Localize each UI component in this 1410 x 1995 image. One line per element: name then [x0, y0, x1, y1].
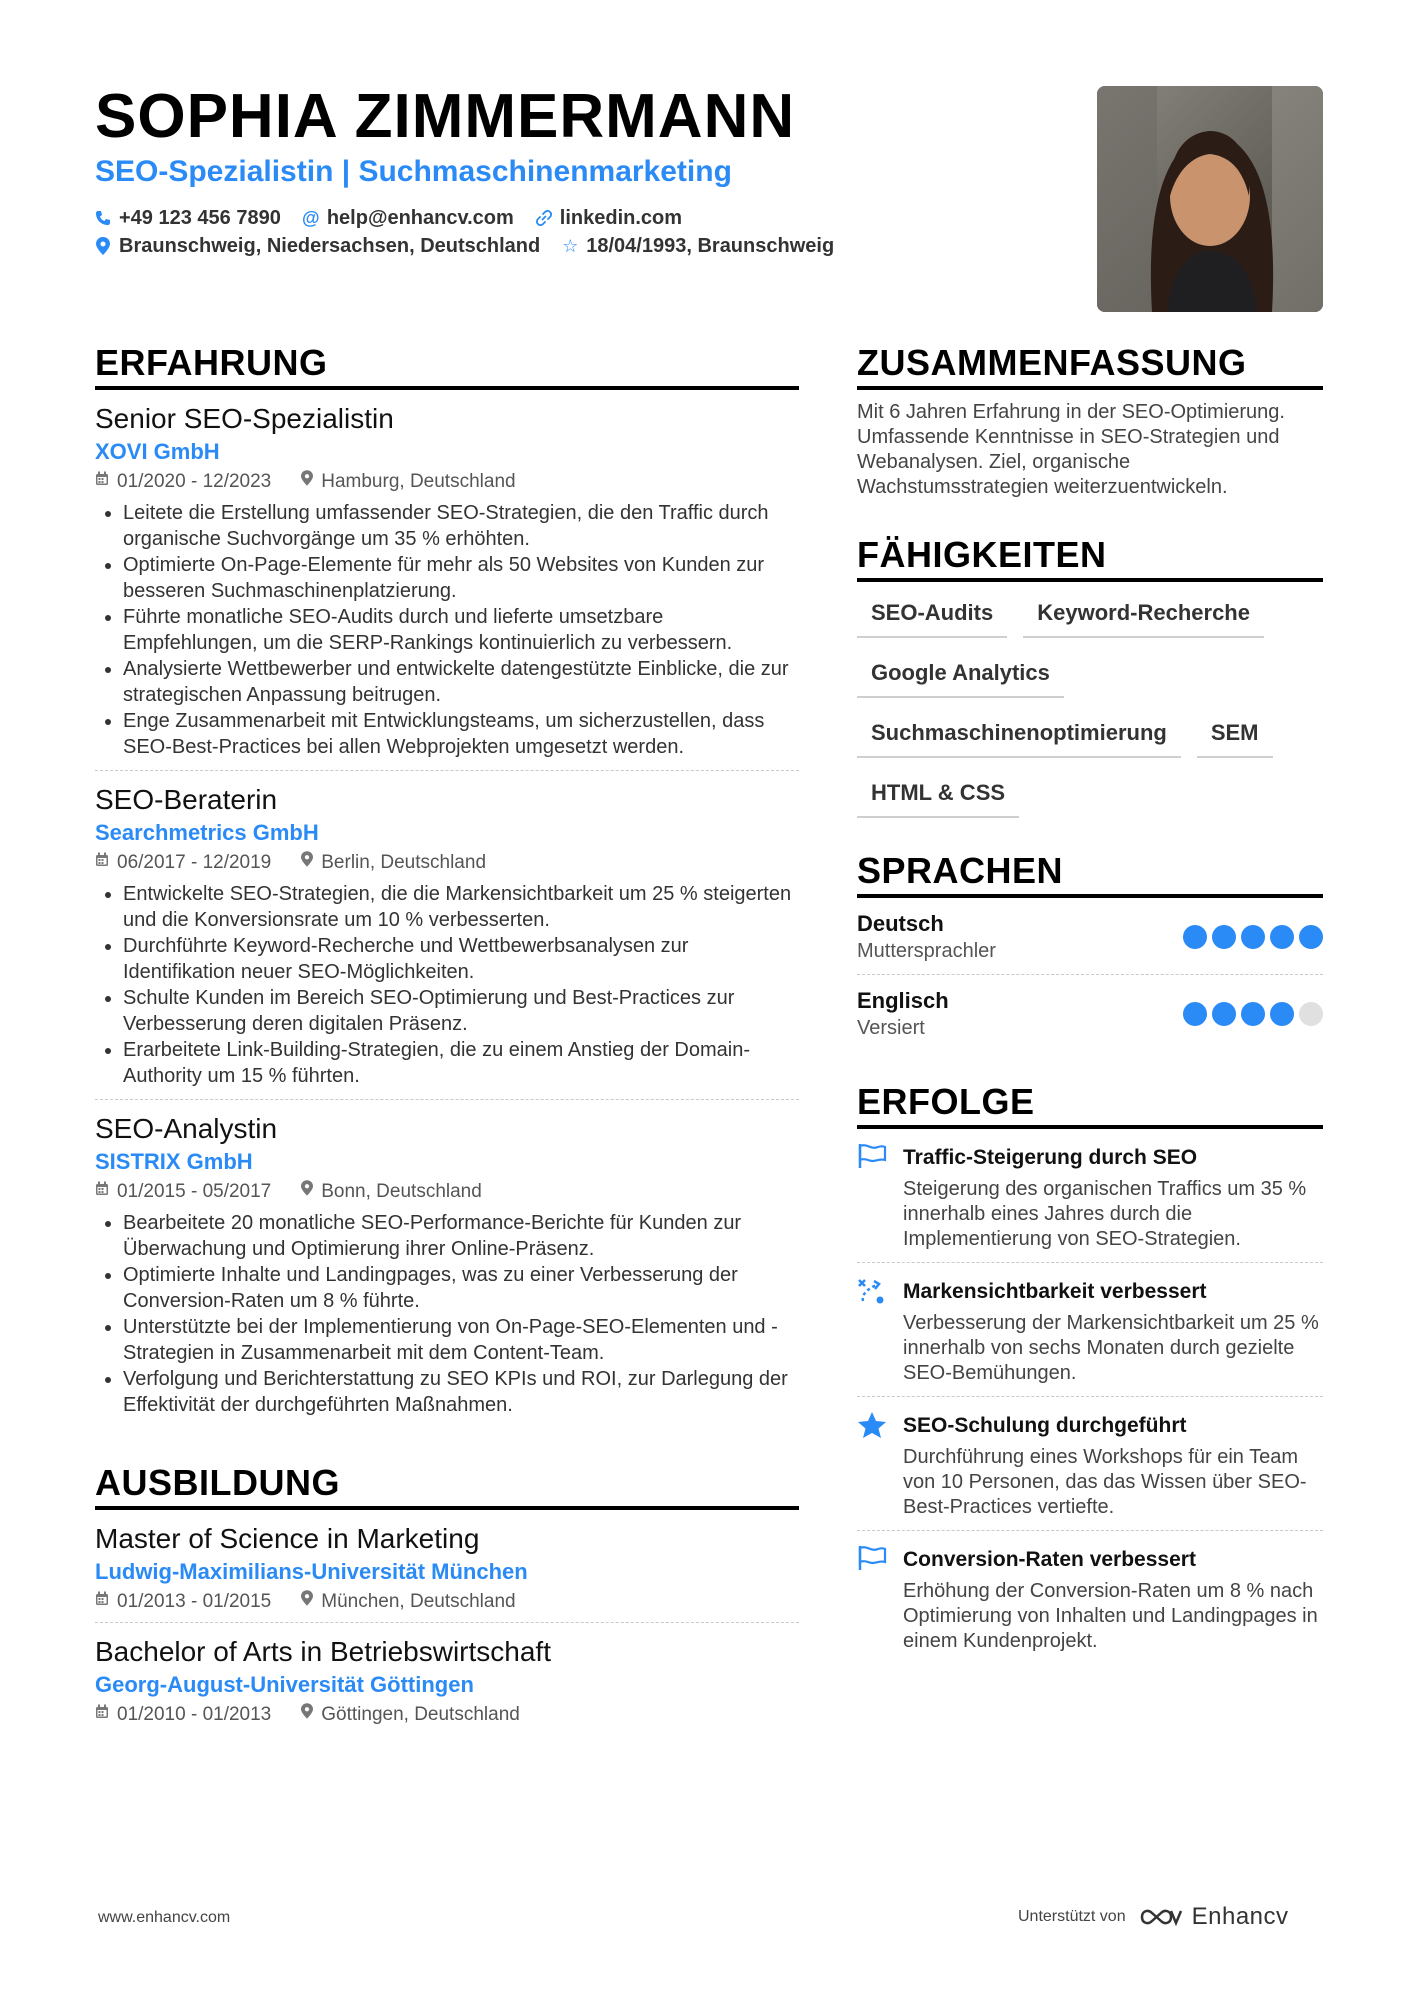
job-title: Senior SEO-Spezialistin [95, 403, 394, 434]
meta-row [95, 1588, 799, 1616]
degree-title: Bachelor of Arts in Betriebswirtschaft [95, 1636, 551, 1667]
company-name[interactable]: XOVI GmbH [95, 439, 220, 464]
footer-website[interactable]: www.enhancv.com [98, 1909, 231, 1926]
bullet-item: • Erarbeitete Link-Building-Strategien, die zu einem Anstieg der Domain-Authority um 15 % führten. [123, 1037, 799, 1089]
star-icon [857, 1411, 903, 1520]
link-icon [536, 210, 552, 226]
languages-heading: SPRACHEN [857, 850, 1323, 898]
summary-text: Mit 6 Jahren Erfahrung in der SEO-Optimierung. Umfassende Kenntnisse in SEO-Strategien und Webanalysen. Ziel, organische Wachstumsstrategien weiterzuentwickeln. [857, 401, 1285, 498]
languages-list [857, 898, 1323, 1051]
enhancv-logo-icon [1138, 1905, 1184, 1929]
language-info [857, 910, 996, 964]
achievement-body [903, 1277, 1323, 1386]
location-text: München, Deutschland [321, 1591, 516, 1612]
achievement-entry [857, 1263, 1323, 1397]
location-item [301, 468, 515, 496]
phone-item [95, 207, 281, 230]
footer-brand-text: Enhancv [1191, 1903, 1289, 1930]
experience-list [95, 390, 799, 1428]
linkedin-text[interactable]: linkedin.com [559, 206, 683, 229]
meta-row [95, 849, 799, 877]
bullet-list [95, 1210, 799, 1418]
skills-list [857, 592, 1323, 832]
bullet-item: • Führte monatliche SEO-Audits durch und lieferte umsetzbare Empfehlungen, um die SERP-Rankings kontinuierlich zu verbessern. [123, 604, 799, 656]
bullet-item: • Optimierte Inhalte und Landingpages, was zu einer Verbesserung der Conversion-Raten um 8 % führte. [123, 1262, 799, 1314]
date-item [95, 1701, 271, 1729]
date-item [95, 1588, 271, 1616]
achievement-title: Traffic-Steigerung durch SEO [903, 1146, 1198, 1169]
location-text: Hamburg, Deutschland [321, 471, 516, 492]
language-entry [857, 975, 1323, 1051]
phone-icon [95, 210, 111, 226]
achievement-body [903, 1411, 1323, 1520]
candidate-title: SEO-Spezialistin | Suchmaschinenmarketing [95, 155, 732, 188]
calendar-icon [95, 1701, 109, 1729]
achievement-title: Markensichtbarkeit verbessert [903, 1280, 1207, 1303]
school-name[interactable]: Ludwig-Maximilians-Universität München [95, 1559, 528, 1584]
company-name[interactable]: SISTRIX GmbH [95, 1149, 253, 1174]
left-column [95, 342, 799, 1735]
calendar-icon [95, 468, 109, 496]
school-name[interactable]: Georg-August-Universität Göttingen [95, 1672, 474, 1697]
bullet-item: • Schulte Kunden im Bereich SEO-Optimierung und Best-Practices zur Verbesserung deren digitalen Präsenz. [123, 985, 799, 1037]
rating-dot-filled [1241, 1002, 1265, 1026]
skill-tag: Suchmaschinenoptimierung [857, 712, 1181, 758]
location-item [301, 1588, 515, 1616]
achievement-title: Conversion-Raten verbessert [903, 1548, 1196, 1571]
skill-tag: HTML & CSS [857, 772, 1019, 818]
language-entry [857, 898, 1323, 975]
calendar-icon [95, 849, 109, 877]
bullet-item: • Leitete die Erstellung umfassender SEO-Strategien, die den Traffic durch organische Suchvorgänge um 35 % erhöhten. [123, 500, 799, 552]
language-rating [1178, 1002, 1323, 1026]
job-title: SEO-Beraterin [95, 784, 278, 815]
profile-photo [1097, 86, 1323, 312]
date-item [95, 1178, 271, 1206]
email-item[interactable] [303, 207, 514, 230]
linkedin-item[interactable] [536, 207, 682, 230]
location-item [301, 1178, 482, 1206]
meta-row [95, 1701, 799, 1729]
experience-entry [95, 1100, 799, 1428]
date-text: 01/2010 - 01/2013 [117, 1704, 272, 1725]
education-list [95, 1510, 799, 1735]
language-info [857, 987, 949, 1041]
location-text: Braunschweig, Niedersachsen, Deutschland [119, 234, 541, 257]
achievement-title: SEO-Schulung durchgeführt [903, 1414, 1187, 1437]
location-pin-icon [95, 237, 111, 255]
flag-icon [857, 1545, 903, 1654]
location-pin-icon [301, 849, 313, 877]
email-text[interactable]: help@enhancv.com [326, 206, 514, 229]
location-pin-icon [301, 468, 313, 496]
date-text: 01/2020 - 12/2023 [117, 471, 272, 492]
location-pin-icon [301, 1178, 313, 1206]
language-rating [1178, 925, 1323, 949]
achievement-entry [857, 1397, 1323, 1531]
achievement-description: Verbesserung der Markensichtbarkeit um 25 % innerhalb von sechs Monaten durch gezielte SEO-Bemühungen. [903, 1312, 1319, 1384]
skills-heading: FÄHIGKEITEN [857, 534, 1323, 582]
skill-tag: Google Analytics [857, 652, 1064, 698]
date-text: 01/2013 - 01/2015 [117, 1591, 272, 1612]
language-name: Deutsch [857, 911, 944, 936]
flag-icon [857, 1143, 903, 1252]
skill-tag: SEM [1197, 712, 1273, 758]
location-item [95, 235, 540, 258]
star-outline-icon: ☆ [562, 235, 579, 256]
achievement-body [903, 1143, 1323, 1252]
right-column [857, 342, 1323, 1664]
footer-powered-text: Unterstützt von [1018, 1908, 1126, 1925]
rating-dot-filled [1183, 925, 1207, 949]
achievements-heading: ERFOLGE [857, 1081, 1323, 1129]
location-item [301, 849, 486, 877]
language-name: Englisch [857, 988, 949, 1013]
meta-row [95, 1178, 799, 1206]
date-text: 01/2015 - 05/2017 [117, 1181, 272, 1202]
rating-dot-filled [1270, 1002, 1294, 1026]
company-name[interactable]: Searchmetrics GmbH [95, 820, 319, 845]
location-text: Berlin, Deutschland [321, 852, 487, 873]
bullet-item: • Durchführte Keyword-Recherche und Wettbewerbsanalysen zur Identifikation neuer SEO-Möglichkeiten. [123, 933, 799, 985]
bullet-item: • Optimierte On-Page-Elemente für mehr als 50 Websites von Kunden zur besseren Suchmaschinenplatzierung. [123, 552, 799, 604]
education-entry [95, 1623, 799, 1735]
bullet-list [95, 500, 799, 760]
rating-dot-empty [1299, 1002, 1323, 1026]
rating-dot-filled [1183, 1002, 1207, 1026]
date-item [95, 468, 271, 496]
skill-tag: Keyword-Recherche [1023, 592, 1264, 638]
bullet-item: • Unterstützte bei der Implementierung von On-Page-SEO-Elementen und -Strategien in Zusammenarbeit mit dem Content-Team. [123, 1314, 799, 1366]
birth-text: 18/04/1993, Braunschweig [586, 234, 835, 257]
strategy-icon [857, 1277, 903, 1386]
degree-title: Master of Science in Marketing [95, 1523, 480, 1554]
bullet-item: • Bearbeitete 20 monatliche SEO-Performance-Berichte für Kunden zur Überwachung und Optimierung ihrer Online-Präsenz. [123, 1210, 799, 1262]
bullet-item: • Enge Zusammenarbeit mit Entwicklungsteams, um sicherzustellen, dass SEO-Best-Practices bei allen Webprojekten umgesetzt werden. [123, 708, 799, 760]
bullet-item: • Verfolgung und Berichterstattung zu SEO KPIs und ROI, zur Darlegung der Effektivität der durchgeführten Maßnahmen. [123, 1366, 799, 1418]
bullet-list [95, 881, 799, 1089]
language-level: Versiert [857, 1017, 925, 1039]
birth-item [562, 235, 834, 258]
achievement-entry [857, 1129, 1323, 1263]
rating-dot-filled [1299, 925, 1323, 949]
rating-dot-filled [1270, 925, 1294, 949]
job-title: SEO-Analystin [95, 1113, 278, 1144]
achievement-description: Steigerung des organischen Traffics um 35 % innerhalb eines Jahres durch die Implementierung von SEO-Strategien. [903, 1178, 1307, 1250]
contact-info [95, 204, 995, 260]
location-text: Göttingen, Deutschland [321, 1704, 520, 1725]
candidate-name: SOPHIA ZIMMERMANN [95, 82, 796, 151]
location-pin-icon [301, 1701, 313, 1729]
experience-entry [95, 390, 799, 771]
date-item [95, 849, 271, 877]
date-text: 06/2017 - 12/2019 [117, 852, 272, 873]
phone-text: +49 123 456 7890 [119, 206, 281, 229]
rating-dot-filled [1241, 925, 1265, 949]
calendar-icon [95, 1178, 109, 1206]
location-text: Bonn, Deutschland [321, 1181, 482, 1202]
bullet-item: • Analysierte Wettbewerber und entwickelte datengestützte Einblicke, die zur strategischen Anpassung beitrugen. [123, 656, 799, 708]
at-icon: @ [302, 207, 320, 228]
experience-entry [95, 771, 799, 1100]
location-item [301, 1701, 520, 1729]
rating-dot-filled [1212, 1002, 1236, 1026]
meta-row [95, 468, 799, 496]
calendar-icon [95, 1588, 109, 1616]
skill-tag: SEO-Audits [857, 592, 1007, 638]
education-heading: AUSBILDUNG [95, 1462, 799, 1510]
achievements-list [857, 1129, 1323, 1664]
rating-dot-filled [1212, 925, 1236, 949]
education-entry [95, 1510, 799, 1623]
location-pin-icon [301, 1588, 313, 1616]
language-level: Muttersprachler [857, 940, 996, 962]
achievement-description: Erhöhung der Conversion-Raten um 8 % nach Optimierung von Inhalten und Landingpages in einem Kundenprojekt. [903, 1580, 1318, 1652]
achievement-body [903, 1545, 1323, 1654]
experience-heading: ERFAHRUNG [95, 342, 799, 390]
summary-heading: ZUSAMMENFASSUNG [857, 342, 1323, 390]
bullet-item: • Entwickelte SEO-Strategien, die die Markensichtbarkeit um 25 % steigerten und die Konversionsrate um 10 % verbesserten. [123, 881, 799, 933]
footer-branding [1018, 1903, 1289, 1931]
achievement-entry [857, 1531, 1323, 1664]
achievement-description: Durchführung eines Workshops für ein Team von 10 Personen, das das Wissen über SEO-Best-Practices vertiefte. [903, 1446, 1307, 1518]
